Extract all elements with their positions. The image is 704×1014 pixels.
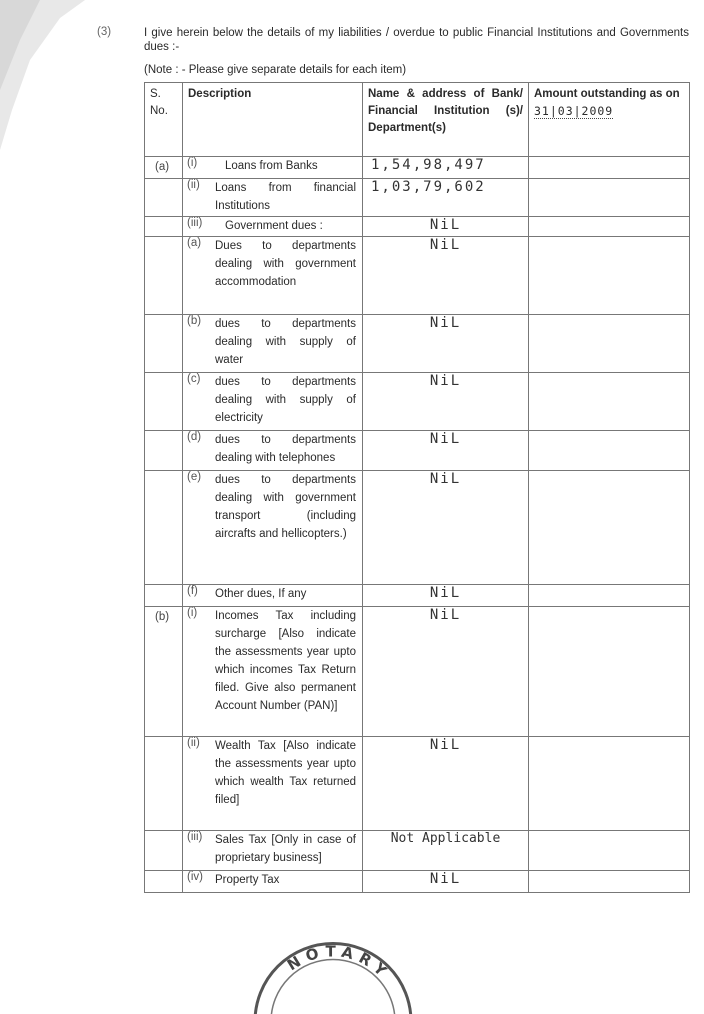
intro-text: I give herein below the details of my liabilities / overdue to public Financial Institutions and Governments dues :- xyxy=(144,26,689,54)
row-desc: Loans from financial Institutions xyxy=(215,179,362,215)
row-sub: (a) xyxy=(183,237,215,291)
header-amount-date: 31|03|2009 xyxy=(534,104,613,119)
row-amount xyxy=(529,431,690,471)
row-value: NiL xyxy=(363,607,528,623)
row-value: NiL xyxy=(363,373,528,389)
row-value: NiL xyxy=(363,585,528,601)
table-row xyxy=(145,585,690,607)
table-row xyxy=(145,431,690,471)
row-sub: (iv) xyxy=(183,871,215,889)
table-row xyxy=(145,831,690,871)
row-desc: dues to departments dealing with government transport (including aircrafts and hellicopters.) xyxy=(215,471,362,543)
row-sub: (i) xyxy=(183,607,215,715)
row-sno xyxy=(145,373,183,431)
row-amount xyxy=(529,237,690,315)
row-sno xyxy=(145,237,183,315)
row-sno xyxy=(145,315,183,373)
row-sno xyxy=(145,179,183,217)
row-sno: (b) xyxy=(145,607,183,737)
header-name-address: Name & address of Bank/ Financial Institution (s)/ Department(s) xyxy=(363,83,529,157)
row-desc: Sales Tax [Only in case of proprietary business] xyxy=(215,831,362,867)
row-sub: (iii) xyxy=(183,217,215,235)
row-desc: dues to departments dealing with supply of water xyxy=(215,315,362,369)
section-number: (3) xyxy=(97,26,111,38)
row-amount xyxy=(529,831,690,871)
row-amount xyxy=(529,471,690,585)
row-sno xyxy=(145,831,183,871)
table-row xyxy=(145,737,690,831)
row-amount xyxy=(529,179,690,217)
row-sno: (a) xyxy=(145,157,183,179)
header-amount xyxy=(529,83,690,157)
row-desc: Other dues, If any xyxy=(215,585,362,603)
table-row xyxy=(145,217,690,237)
row-sub: (f) xyxy=(183,585,215,603)
row-amount xyxy=(529,585,690,607)
row-desc: Wealth Tax [Also indicate the assessments year upto which wealth Tax returned filed] xyxy=(215,737,362,809)
table-row xyxy=(145,315,690,373)
liabilities-table xyxy=(144,82,690,893)
row-value: 1,03,79,602 xyxy=(363,179,528,195)
row-sno xyxy=(145,471,183,585)
table-row xyxy=(145,373,690,431)
row-value: Not Applicable xyxy=(363,831,528,846)
svg-text:NOTARY xyxy=(284,942,394,983)
row-value: NiL xyxy=(363,315,528,331)
row-value: NiL xyxy=(363,237,528,253)
table-row xyxy=(145,157,690,179)
row-sub: (ii) xyxy=(183,179,215,215)
table-header-row xyxy=(145,83,690,157)
table-row xyxy=(145,471,690,585)
row-amount xyxy=(529,373,690,431)
row-sub: (c) xyxy=(183,373,215,427)
scan-corner-mark xyxy=(0,0,90,150)
row-sno xyxy=(145,871,183,893)
table-row xyxy=(145,871,690,893)
row-sub: (ii) xyxy=(183,737,215,809)
header-amount-prefix: Amount outstanding as on xyxy=(534,88,680,100)
row-value: NiL xyxy=(363,737,528,753)
table-row xyxy=(145,237,690,315)
row-desc: dues to departments dealing with supply of electricity xyxy=(215,373,362,427)
row-sno xyxy=(145,585,183,607)
row-amount xyxy=(529,157,690,179)
row-amount xyxy=(529,737,690,831)
table-row xyxy=(145,607,690,737)
row-value: NiL xyxy=(363,431,528,447)
row-amount xyxy=(529,217,690,237)
row-desc: Incomes Tax including surcharge [Also indicate the assessments year upto which incomes Tax Return filed. Give also permanent Account Number (PAN)] xyxy=(215,607,362,715)
row-sub: (b) xyxy=(183,315,215,369)
row-sub: (d) xyxy=(183,431,215,467)
row-sub: (e) xyxy=(183,471,215,543)
notary-stamp xyxy=(238,904,428,1014)
stamp-text: NOTARY xyxy=(284,942,394,983)
row-value: NiL xyxy=(363,217,528,233)
row-value: NiL xyxy=(363,471,528,487)
row-desc: Loans from Banks xyxy=(215,157,362,175)
row-desc: dues to departments dealing with telephones xyxy=(215,431,362,467)
row-value: NiL xyxy=(363,871,528,887)
row-sub: (i) xyxy=(183,157,215,175)
row-sno xyxy=(145,217,183,237)
row-sno xyxy=(145,737,183,831)
row-desc: Property Tax xyxy=(215,871,362,889)
row-sno xyxy=(145,431,183,471)
row-amount xyxy=(529,315,690,373)
row-amount xyxy=(529,871,690,893)
table-row xyxy=(145,179,690,217)
row-desc: Dues to departments dealing with government accommodation xyxy=(215,237,362,291)
note-text: (Note : - Please give separate details for each item) xyxy=(144,64,406,76)
row-amount xyxy=(529,607,690,737)
header-sno: S. No. xyxy=(145,83,183,157)
header-description: Description xyxy=(183,83,363,157)
row-desc: Government dues : xyxy=(215,217,362,235)
row-sub: (iii) xyxy=(183,831,215,867)
row-value: 1,54,98,497 xyxy=(363,157,528,173)
